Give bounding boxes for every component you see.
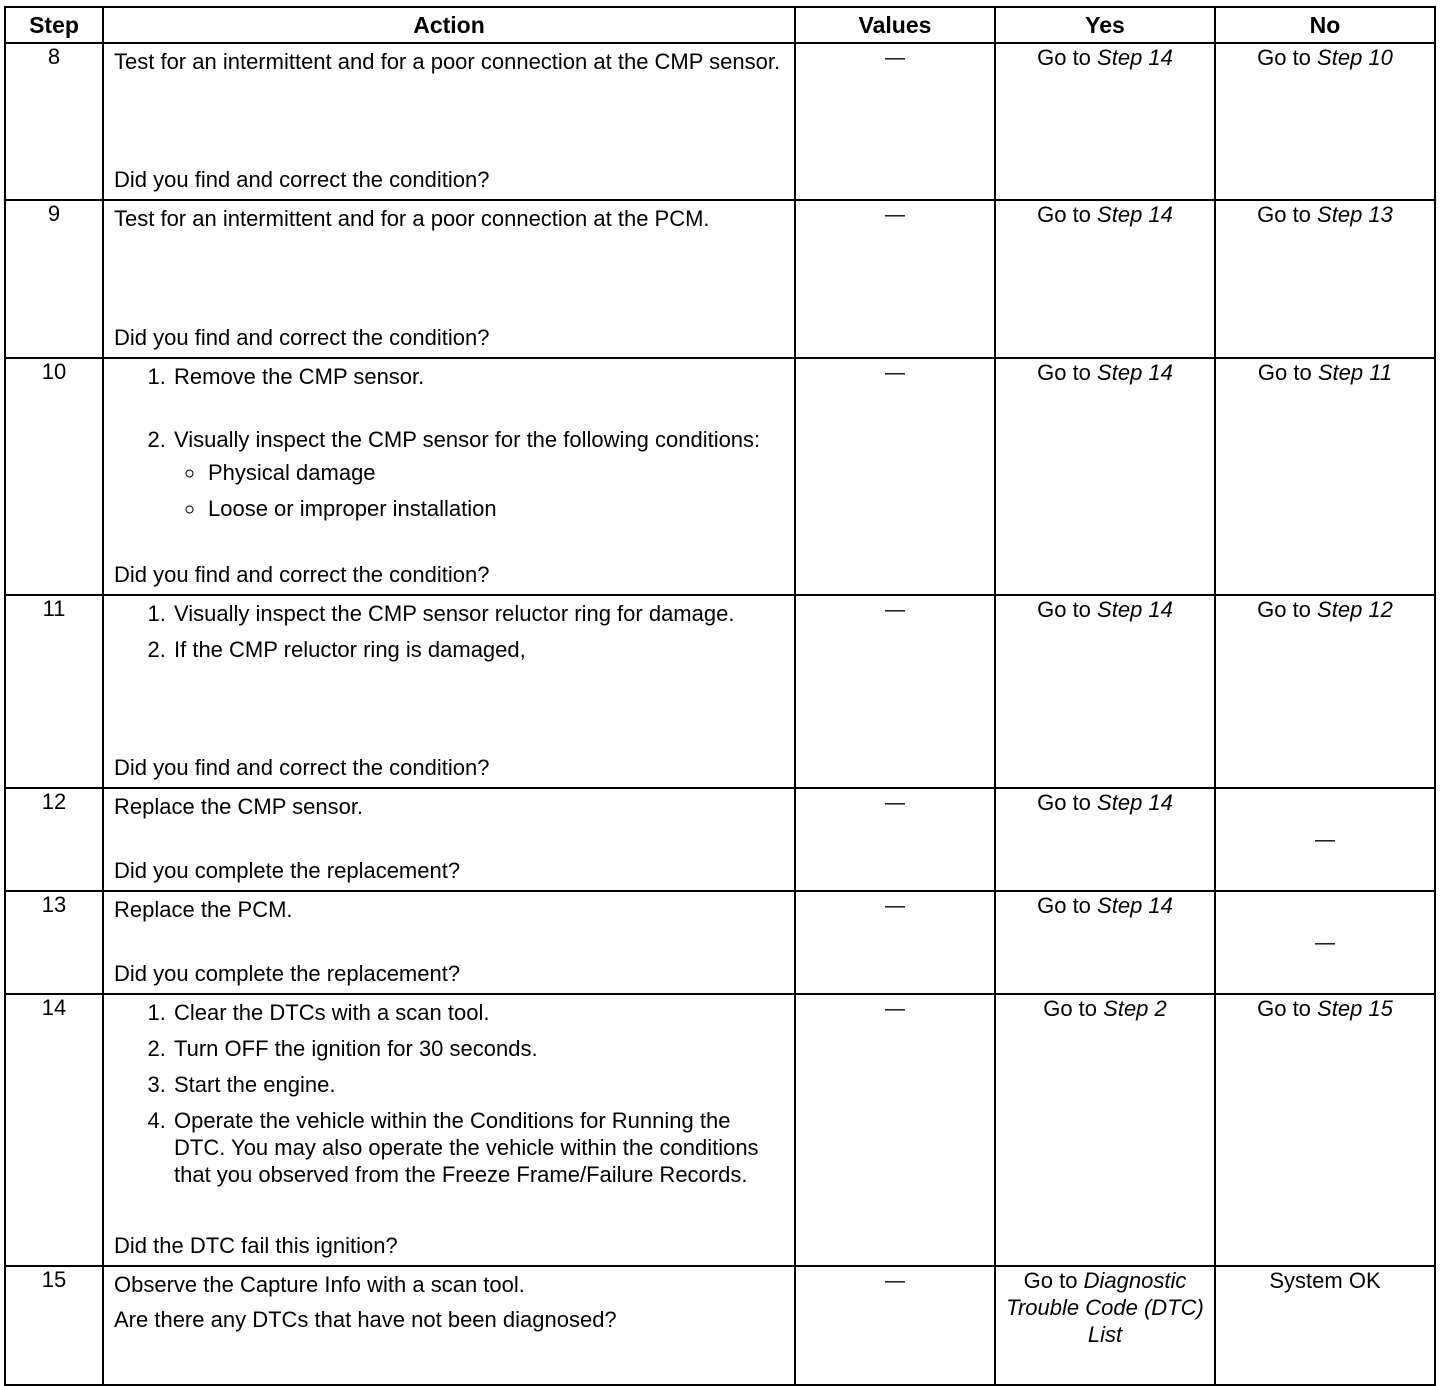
- action-cell: [103, 200, 795, 358]
- values-cell: [795, 358, 995, 595]
- action-cell: [103, 891, 795, 994]
- table-row: [5, 891, 1435, 994]
- step-number: 15: [5, 1266, 103, 1385]
- yes-target: Step 14: [1097, 893, 1173, 918]
- no-cell: [1215, 1266, 1435, 1385]
- table-row: [5, 358, 1435, 595]
- no-target: Step 15: [1317, 996, 1393, 1021]
- no-cell: [1215, 788, 1435, 891]
- procedure-list: [114, 999, 784, 1188]
- header-values: Values: [795, 7, 995, 43]
- procedure-step: 1. Remove the CMP sensor.: [172, 363, 784, 390]
- no-cell: [1215, 43, 1435, 200]
- instruction-text: Replace the CMP sensor.: [114, 794, 364, 819]
- procedure-list: [114, 600, 784, 672]
- question-text: Did you complete the replacement?: [114, 961, 461, 986]
- go-to-label: Go to: [1037, 202, 1091, 227]
- step-number: 8: [5, 43, 103, 200]
- header-step: Step: [5, 7, 103, 43]
- header-action: Action: [103, 7, 795, 43]
- no-target: Step 10: [1317, 45, 1393, 70]
- yes-target: Step 14: [1097, 45, 1173, 70]
- yes-cell: [995, 994, 1215, 1266]
- step-number: 13: [5, 891, 103, 994]
- no-cell: [1215, 994, 1435, 1266]
- action-cell: [103, 1266, 795, 1385]
- go-to-label: Go to: [1037, 893, 1091, 918]
- question-text: Did the DTC fail this ignition?: [114, 1233, 398, 1258]
- yes-target: Diagnostic Trouble Code (DTC) List: [1006, 1268, 1204, 1347]
- go-to-label: Go to: [1037, 45, 1091, 70]
- dash-mark: —: [1315, 829, 1335, 851]
- instruction-text: Observe the Capture Info with a scan tool.: [114, 1272, 525, 1297]
- go-to-label: Go to: [1037, 360, 1091, 385]
- procedure-list: [114, 363, 784, 522]
- table-row: [5, 788, 1435, 891]
- table-row: [5, 1266, 1435, 1385]
- go-to-label: Go to: [1037, 597, 1091, 622]
- go-to-label: Go to: [1257, 597, 1311, 622]
- yes-cell: [995, 1266, 1215, 1385]
- condition-list: [174, 459, 784, 522]
- step-number: 9: [5, 200, 103, 358]
- procedure-step: 2. Turn OFF the ignition for 30 seconds.: [172, 1035, 784, 1062]
- header-yes: Yes: [995, 7, 1215, 43]
- values-cell: [795, 788, 995, 891]
- action-cell: [103, 994, 795, 1266]
- go-to-label: Go to: [1257, 45, 1311, 70]
- action-cell: [103, 595, 795, 788]
- no-cell: [1215, 891, 1435, 994]
- procedure-step: 1. Visually inspect the CMP sensor reluctor ring for damage.: [172, 600, 784, 627]
- dash-mark: —: [885, 204, 905, 226]
- values-cell: [795, 200, 995, 358]
- yes-cell: [995, 891, 1215, 994]
- no-target: Step 11: [1317, 360, 1393, 385]
- question-text: Are there any DTCs that have not been diagnosed?: [114, 1307, 617, 1332]
- action-cell: [103, 788, 795, 891]
- dash-mark: —: [885, 362, 905, 384]
- values-cell: [795, 891, 995, 994]
- table-row: [5, 994, 1435, 1266]
- go-to-label: Go to: [1043, 996, 1098, 1021]
- no-target: Step 12: [1317, 597, 1393, 622]
- yes-cell: [995, 595, 1215, 788]
- yes-cell: [995, 200, 1215, 358]
- procedure-step-text: Visually inspect the CMP sensor for the following conditions:: [174, 427, 761, 452]
- instruction-text: Replace the PCM.: [114, 897, 293, 922]
- no-cell: [1215, 358, 1435, 595]
- procedure-step: 4. Operate the vehicle within the Conditions for Running the DTC. You may also operate the vehicle within the conditions that you observed from the Freeze Frame/Failure Records.: [172, 1107, 784, 1188]
- dash-mark: —: [885, 895, 905, 917]
- yes-target: Step 14: [1097, 202, 1173, 227]
- dash-mark: —: [885, 792, 905, 814]
- question-text: Did you find and correct the condition?: [114, 167, 490, 192]
- go-to-label: Go to: [1023, 1268, 1078, 1293]
- yes-cell: [995, 788, 1215, 891]
- values-cell: [795, 595, 995, 788]
- diagnostic-table: [4, 6, 1436, 1386]
- table-row: [5, 595, 1435, 788]
- step-number: 12: [5, 788, 103, 891]
- system-ok-text: System OK: [1269, 1268, 1381, 1293]
- question-text: Did you complete the replacement?: [114, 858, 461, 883]
- yes-target: Step 14: [1097, 360, 1173, 385]
- go-to-label: Go to: [1257, 202, 1311, 227]
- yes-target: Step 14: [1097, 790, 1173, 815]
- step-number: 10: [5, 358, 103, 595]
- yes-target: Step 14: [1097, 597, 1173, 622]
- procedure-step: 3. Start the engine.: [172, 1071, 784, 1098]
- table-row: [5, 43, 1435, 200]
- go-to-label: Go to: [1257, 996, 1311, 1021]
- dash-mark: —: [885, 47, 905, 69]
- instruction-text: Test for an intermittent and for a poor connection at the PCM.: [114, 206, 710, 231]
- question-text: Did you find and correct the condition?: [114, 325, 490, 350]
- header-no: No: [1215, 7, 1435, 43]
- values-cell: [795, 1266, 995, 1385]
- values-cell: [795, 994, 995, 1266]
- no-cell: [1215, 200, 1435, 358]
- go-to-label: Go to: [1037, 790, 1091, 815]
- values-cell: [795, 43, 995, 200]
- instruction-text: Test for an intermittent and for a poor connection at the CMP sensor.: [114, 49, 781, 74]
- header-row: [5, 7, 1435, 43]
- condition-item: ◦ Physical damage: [206, 459, 784, 486]
- dash-mark: —: [885, 1270, 905, 1292]
- question-text: Did you find and correct the condition?: [114, 755, 490, 780]
- procedure-step: [172, 426, 784, 522]
- yes-cell: [995, 358, 1215, 595]
- action-cell: [103, 43, 795, 200]
- no-cell: [1215, 595, 1435, 788]
- procedure-step: 1. Clear the DTCs with a scan tool.: [172, 999, 784, 1026]
- step-number: 14: [5, 994, 103, 1266]
- yes-cell: [995, 43, 1215, 200]
- action-cell: [103, 358, 795, 595]
- dash-mark: —: [885, 599, 905, 621]
- step-number: 11: [5, 595, 103, 788]
- question-text: Did you find and correct the condition?: [114, 562, 490, 587]
- condition-item: ◦ Loose or improper installation: [206, 495, 784, 522]
- dash-mark: —: [885, 998, 905, 1020]
- no-target: Step 13: [1317, 202, 1393, 227]
- procedure-step: 2. If the CMP reluctor ring is damaged,: [172, 636, 784, 663]
- go-to-label: Go to: [1257, 360, 1312, 385]
- table-row: [5, 200, 1435, 358]
- dash-mark: —: [1315, 932, 1335, 954]
- yes-target: Step 2: [1103, 996, 1167, 1021]
